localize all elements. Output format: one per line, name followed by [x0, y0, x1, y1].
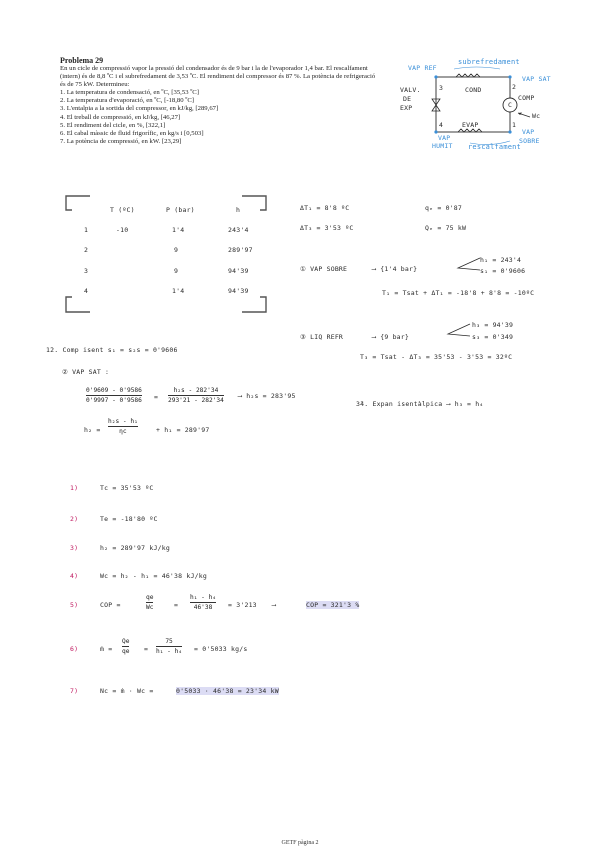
label-vap-sobre-2: SOBRE	[519, 137, 540, 145]
answer-7-rhs: 0'5033 · 46'38 = 23'34 kW	[176, 687, 279, 695]
answer-6-number: 6)	[70, 645, 79, 653]
answer-6-f1-den: qe	[122, 648, 130, 655]
label-evap: EVAP	[462, 121, 479, 129]
label-rescalfament: rescalfament	[468, 143, 521, 151]
note-state3-h: h₃ = 94'39	[472, 321, 514, 329]
answer-4-text: Wc = h₂ - h₁ = 46'38 kJ/kg	[100, 572, 207, 580]
label-vap-sat: VAP SAT	[522, 75, 551, 83]
work-fraction-entropy	[86, 387, 142, 404]
answer-4-number: 4)	[70, 572, 79, 580]
answer-6-fraction-1	[122, 638, 129, 655]
table-row-1-p: 1'4	[172, 226, 185, 234]
answer-6-fraction-2	[156, 638, 182, 655]
work-h2s-result: ⟶ h₂s = 283'95	[238, 392, 296, 400]
problem-title: Problema 29	[60, 56, 104, 65]
table-header-h: h	[236, 206, 241, 214]
answer-6-f2-den: h₁ - h₄	[156, 648, 183, 655]
question-2: 2. La temperatura d'evaporació, en ºC, [-18,80 ºC]	[60, 97, 195, 105]
work-compression-isentropic: 1̄2. Comp isent s₁ = s₂s = 0'9606	[46, 346, 178, 354]
note-delta-t1: ΔT₁ = 8'8 ºC	[300, 204, 350, 212]
note-state3-s: s₃ = 0'349	[472, 333, 514, 341]
state3-fork	[446, 322, 472, 342]
label-vap-humit-2: HUMIT	[432, 142, 453, 150]
question-5: 5. El rendiment del cicle, en %, [322,1]	[60, 121, 166, 129]
work-fraction-h2	[108, 418, 138, 435]
label-vap-sobre-1: VAP	[522, 128, 535, 136]
label-subrefredament: subrefredament	[458, 58, 520, 66]
answer-2-number: 2)	[70, 515, 79, 523]
question-4: 4. El treball de compressió, en kJ/kg, [46,27]	[60, 113, 181, 121]
note-t1-equation: T₁ = Tsat + ΔT₁ = -18'8 + 8'8 = -10ºC	[382, 289, 535, 297]
table-row-1-t: -10	[116, 226, 129, 234]
answer-5-fraction-1	[146, 594, 153, 611]
label-node-3: 3	[439, 84, 444, 92]
table-header-t: T (ºC)	[110, 206, 135, 214]
table-row-3-p: 9	[174, 267, 179, 275]
answer-6-f2-num: 75	[165, 638, 173, 645]
answer-2-text: Te = -18'80 ºC	[100, 515, 158, 523]
answer-1-number: 1)	[70, 484, 79, 492]
answer-7-number: 7)	[70, 687, 79, 695]
note-state1-s: s₁ = 0'9606	[480, 267, 526, 275]
label-compressor-c: C	[508, 101, 513, 109]
table-header-p: P (bar)	[166, 206, 195, 214]
table-row-4-h: 94'39	[228, 287, 249, 295]
label-node-1: 1	[512, 121, 517, 129]
table-row-3-n: 3	[84, 267, 89, 275]
answer-5-f2-num: h₁ - h₄	[190, 594, 217, 601]
answer-5-f1-num: qe	[146, 594, 154, 601]
table-row-2-h: 289'97	[228, 246, 253, 254]
answer-6-lhs: ṁ =	[100, 645, 113, 653]
answer-5-f1-den: Wc	[146, 604, 154, 611]
node-3-dot	[434, 75, 437, 78]
note-state1-h: h₁ = 243'4	[480, 256, 522, 264]
answer-1-text: Tc = 35'53 ºC	[100, 484, 154, 492]
work-fraction-h2-den: ηc	[119, 428, 127, 435]
work-fraction-enthalpy	[168, 387, 224, 404]
label-vap-humit-1: VAP	[438, 134, 451, 142]
work-vap-sat: ② VAP SAT :	[62, 368, 110, 376]
note-t3-equation: T₃ = Tsat - ΔT₃ = 35'53 - 3'53 = 32ºC	[360, 353, 513, 361]
work-h2-lhs: h₂ =	[84, 426, 101, 434]
note-qe-efficiency: qₑ = 0'87	[425, 204, 463, 212]
note-delta-t3: ΔT₃ = 3'53 ºC	[300, 224, 354, 232]
table-row-1-h: 243'4	[228, 226, 249, 234]
answer-3-number: 3)	[70, 544, 79, 552]
question-1: 1. La temperatura de condensació, en ºC, [35,53 ºC]	[60, 89, 199, 97]
note-qe-power: Qₑ = 75 kW	[425, 224, 467, 232]
label-exp: EXP	[400, 104, 413, 112]
note-state3-label: ③ LIQ REFR	[300, 333, 344, 341]
work-fraction-h2-num: h₂s - h₁	[108, 418, 138, 425]
note-state3-condition: ⟶ {9 bar}	[372, 333, 410, 341]
answer-6-rhs: = 0'5033 kg/s	[194, 645, 248, 653]
label-node-4: 4	[439, 121, 444, 129]
answer-3-text: h₂ = 289'97 kJ/kg	[100, 544, 170, 552]
page-footer: GETF pàgina 2	[281, 840, 319, 846]
question-3: 3. L'entalpia a la sortida del compressor, en kJ/kg, [289,67]	[60, 105, 219, 113]
label-wc: Wc	[532, 112, 541, 120]
table-row-1-n: 1	[84, 226, 89, 234]
table-row-2-p: 9	[174, 246, 179, 254]
question-7: 7. La potència de compressió, en kW. [23,29]	[60, 137, 182, 145]
work-fraction-entropy-den: 0'9997 - 0'9586	[86, 397, 142, 404]
label-comp: COMP	[518, 94, 535, 102]
table-row-2-n: 2	[84, 246, 89, 254]
node-1-dot	[508, 130, 511, 133]
node-2-dot	[508, 75, 511, 78]
answer-5-number: 5)	[70, 601, 79, 609]
subcooling-brace	[454, 67, 500, 69]
answer-5-fraction-2	[190, 594, 216, 611]
answer-5-final: COP = 321'3 %	[306, 601, 360, 609]
label-vap-ref: VAP REF	[408, 64, 437, 72]
table-row-3-h: 94'39	[228, 267, 249, 275]
work-fraction-enthalpy-num: h₂s - 282'34	[173, 387, 219, 394]
answer-5-equals: =	[174, 601, 179, 609]
work-isenthalpic-expansion: 3̄4. Expan isentàlpica ⟶ h₃ = h₄	[356, 400, 484, 408]
answer-5-lhs: COP =	[100, 601, 121, 609]
answer-5-arrow: ⟶	[272, 601, 277, 609]
answer-5-rhs: = 3'213	[228, 601, 257, 609]
answer-6-f1-num: Qe	[122, 638, 130, 645]
answer-6-equals: =	[144, 645, 149, 653]
problem-statement: En un cicle de compressió vapor la pressió del condensador és de 9 bar i la de l'evaporador 1,4 bar. El rescalfament (intern) és de 8,8 ºC i el subrefredament de 3,53 ºC. El rendiment del compressor és 87 %. La potència de refrigeració és de 75 kW. Determineu:	[60, 65, 376, 89]
question-6: 6. El cabal màssic de fluid frigorífic, en kg/s i [0,503]	[60, 129, 204, 137]
work-fraction-enthalpy-den: 293'21 - 282'34	[168, 397, 224, 404]
work-h2-rhs: + h₁ = 289'97	[156, 426, 210, 434]
label-cond: COND	[465, 86, 482, 94]
note-state1-condition: ⟶ {1'4 bar}	[372, 265, 418, 273]
answer-5-f2-den: 46'38	[193, 604, 213, 611]
label-node-2: 2	[512, 83, 517, 91]
table-row-4-n: 4	[84, 287, 89, 295]
label-valv: VALV.	[400, 86, 421, 94]
state1-fork	[456, 256, 482, 276]
table-row-4-p: 1'4	[172, 287, 185, 295]
label-de: DE	[403, 95, 412, 103]
work-fraction-entropy-num: 0'9609 - 0'9586	[86, 387, 142, 394]
work-equals: =	[154, 393, 159, 401]
answer-7-lhs: Nc = ṁ · Wc =	[100, 687, 154, 695]
problem-statement-block	[60, 65, 380, 146]
note-state1-label: ① VAP SOBRE	[300, 265, 348, 273]
